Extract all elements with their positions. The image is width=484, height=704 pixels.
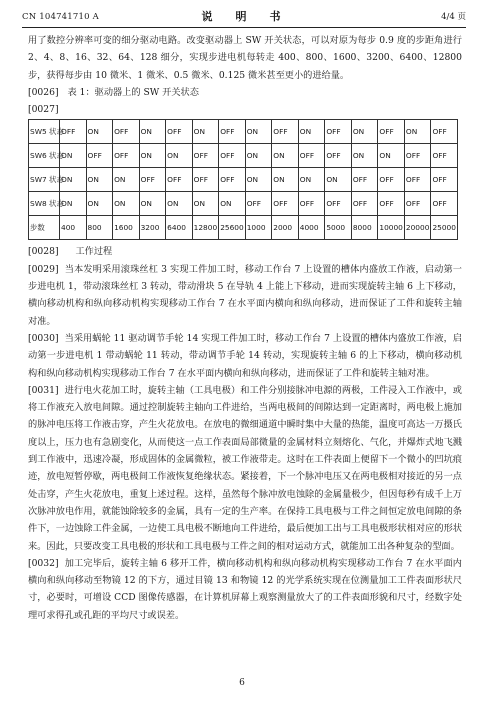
table-cell: OFF [298, 192, 325, 216]
table-cell: OFF [298, 144, 325, 168]
table-cell: ON [113, 192, 140, 216]
paragraph-0032 [28, 555, 462, 624]
table-cell: OFF [272, 192, 299, 216]
table-cell: 25600 [219, 216, 246, 240]
table-cell: ON [113, 168, 140, 192]
table-cell: ON [351, 144, 378, 168]
paragraph-number: [0032] [28, 557, 59, 569]
table-row [29, 120, 458, 144]
paragraph-0026 [28, 84, 462, 101]
table-cell: 800 [86, 216, 113, 240]
table-cell: ON [60, 144, 87, 168]
page-header [22, 8, 466, 26]
sw-switch-table [28, 119, 458, 240]
table-cell: OFF [166, 120, 193, 144]
table-cell: OFF [378, 120, 405, 144]
table-cell: 10000 [378, 216, 405, 240]
table-cell: 4000 [298, 216, 325, 240]
table-cell: ON [325, 168, 352, 192]
paragraph-number: [0029] [28, 263, 59, 275]
table-cell: OFF [166, 168, 193, 192]
table-cell: ON [404, 120, 431, 144]
paragraph-0028 [28, 243, 462, 260]
table-cell: ON [139, 192, 166, 216]
table-cell: 3200 [139, 216, 166, 240]
table-cell: ON [298, 120, 325, 144]
table-cell: ON [245, 120, 272, 144]
table-cell: 8000 [351, 216, 378, 240]
table-cell: ON [192, 120, 219, 144]
paragraph-0029 [28, 261, 462, 330]
table-cell: OFF [351, 192, 378, 216]
table-cell: OFF [351, 168, 378, 192]
section-heading: 工作过程 [75, 246, 113, 258]
table-cell: OFF [219, 120, 246, 144]
table-cell: OFF [404, 192, 431, 216]
header-rule [22, 27, 466, 28]
table-cell: 25000 [431, 216, 458, 240]
table-cell: OFF [86, 144, 113, 168]
table-cell: ON [245, 168, 272, 192]
table-cell: OFF [139, 168, 166, 192]
table-cell: 12800 [192, 216, 219, 240]
paragraph-number: [0027] [28, 104, 59, 116]
table-cell: OFF [219, 144, 246, 168]
row-header-cell: SW7 状态 [29, 168, 60, 192]
table-cell: OFF [325, 144, 352, 168]
table-cell: OFF [272, 120, 299, 144]
paragraph-text: 当采用蜗轮 11 驱动调节手轮 14 实现工件加工时，移动工作台 7 上设置的槽体内盛放工作液，启动第一步进电机 1 带动蜗轮 11 转动，带动调节手轮 14 转动，实现旋转主轴 6 的上下移动，横向移动机构和纵向移动机构实现移动工作台 7 在水平面内横向和纵向移动，进而保证了工件和旋转主轴对准。 [28, 332, 462, 379]
table-cell: OFF [325, 192, 352, 216]
table-cell: OFF [431, 168, 458, 192]
table-cell: 1600 [113, 216, 140, 240]
table-cell: 1000 [245, 216, 272, 240]
table-cell: ON [86, 192, 113, 216]
table-row [29, 192, 458, 216]
paragraph-number: [0031] [28, 384, 59, 396]
table-cell: 6400 [166, 216, 193, 240]
table-cell: OFF [431, 120, 458, 144]
page-footer [0, 678, 484, 688]
table-cell: ON [139, 144, 166, 168]
table-caption: 表 1：驱动器上的 SW 开关状态 [67, 86, 199, 98]
table-cell: OFF [378, 192, 405, 216]
paragraph-text: 当本发明采用滚珠丝杠 3 实现工件加工时，移动工作台 7 上设置的槽体内盛放工作液，启动第一步进电机 1，带动滚珠丝杠 3 转动，带动滑块 5 在导轨 4 上能上下移动，进而实现旋转主轴 6 上下移动，横向移动机构和纵向移动机构实现移动工作台 7 在水平面内横向和纵向移动，进而保证了工件和旋转主轴对准。 [28, 263, 462, 327]
table-cell: ON [272, 144, 299, 168]
table-cell: OFF [404, 168, 431, 192]
paragraph-0027 [28, 101, 462, 118]
table-cell: ON [86, 120, 113, 144]
table-cell: OFF [192, 144, 219, 168]
table-cell: 20000 [404, 216, 431, 240]
table-row [29, 168, 458, 192]
table-row [29, 144, 458, 168]
table-cell: ON [139, 120, 166, 144]
table-cell: OFF [192, 168, 219, 192]
paragraph-text: 加工完毕后，旋转主轴 6 移开工件，横向移动机构和纵向移动机构实现移动工作台 7 在水平面内横向和纵向移动至物镜 12 的下方，通过目镜 13 和物镜 12 的光学系统实现在位测量加工工件表面形状尺寸，必要时，可增设 CCD 图像传感器，在计算机屏幕上观察测量放大了的工件表面形貌和尺寸，经数字处理可求得孔或孔距的平均尺寸或误差。 [28, 557, 462, 621]
table-cell: ON [378, 144, 405, 168]
publication-number: CN 104741710 A [22, 12, 99, 22]
document-title: 说 明 书 [201, 10, 287, 23]
table-cell: 2000 [272, 216, 299, 240]
paragraph-text: 进行电火花加工时，旋转主轴（工具电极）和工件分别接脉冲电源的两极，工件浸入工作液中，或将工作液充入放电间隙。通过控制旋转主轴向工件进给，当两电极间的间隙达到一定距离时，两电极上施加的脉冲电压将工作液击穿，产生火花放电。在放电的微细通道中瞬时集中大量的热能，温度可高达一万摄氏度以上，压力也有急剧变化，从而使这一点工作表面局部微量的金属材料立刻熔化、气化，并爆炸式地飞溅到工作液中，迅速冷凝，形成固体的金属微粒，被工作液带走。这时在工件表面上便留下一个微小的凹坑痕迹，放电短暂停歇，两电极间工作液恢复绝缘状态。紧接着，下一个脉冲电压又在两电极相对接近的另一点处击穿，产生火花放电，重复上述过程。这样，虽然每个脉冲放电蚀除的金属量极少，但因每秒有成千上万次脉冲放电作用，就能蚀除较多的金属，具有一定的生产率。在保持工具电极与工件之间恒定放电间隙的条件下，一边蚀除工件金属，一边使工具电极不断地向工件进给，最后便加工出与工具电极形状相对应的形状来。因此，只要改变工具电极的形状和工具电极与工件之间的相对运动方式，就能加工出各种复杂的型面。 [28, 384, 462, 552]
table-cell: OFF [219, 168, 246, 192]
table-cell: 400 [60, 216, 87, 240]
table-cell: 5000 [325, 216, 352, 240]
row-header-cell: SW5 状态 [29, 120, 60, 144]
table-cell: ON [166, 192, 193, 216]
paragraph-number: [0028] [28, 246, 59, 258]
paragraph-0031 [28, 382, 462, 555]
body-text [28, 32, 462, 624]
table-row [29, 216, 458, 240]
paragraph-number: [0030] [28, 332, 59, 344]
table-cell: ON [192, 192, 219, 216]
table-cell: ON [86, 168, 113, 192]
table-cell: OFF [113, 144, 140, 168]
table-cell: ON [245, 144, 272, 168]
table-cell: OFF [431, 144, 458, 168]
table-cell: ON [60, 168, 87, 192]
table-cell: OFF [404, 144, 431, 168]
page-indicator: 4/4 页 [441, 12, 466, 22]
table-cell: ON [351, 120, 378, 144]
table-cell: ON [219, 192, 246, 216]
table-cell: OFF [60, 120, 87, 144]
table-cell: OFF [431, 192, 458, 216]
page-number: 6 [239, 678, 245, 688]
table-cell: OFF [245, 192, 272, 216]
row-header-cell: SW8 状态 [29, 192, 60, 216]
table-cell: ON [166, 144, 193, 168]
row-header-cell: SW6 状态 [29, 144, 60, 168]
paragraph-0030 [28, 330, 462, 382]
intro-paragraph: 用了数控分辨率可变的细分驱动电路。改变驱动器上 SW 开关状态，可以对原为每步 0.9 度的步距角进行 2、4、8、16、32、64、128 细分，实现步进电机每转走 400、800、1600、3200、6400、12800 步，获得每步由 10 微米、1 微米、0.5 微米、0.125 微米甚至更小的进给量。 [28, 35, 462, 81]
table-cell: OFF [325, 120, 352, 144]
table-cell: ON [298, 168, 325, 192]
table-cell: ON [272, 168, 299, 192]
paragraph-number: [0026] [28, 86, 59, 98]
table-cell: ON [60, 192, 87, 216]
row-header-cell: 步数 [29, 216, 60, 240]
table-cell: OFF [113, 120, 140, 144]
table-cell: OFF [378, 168, 405, 192]
